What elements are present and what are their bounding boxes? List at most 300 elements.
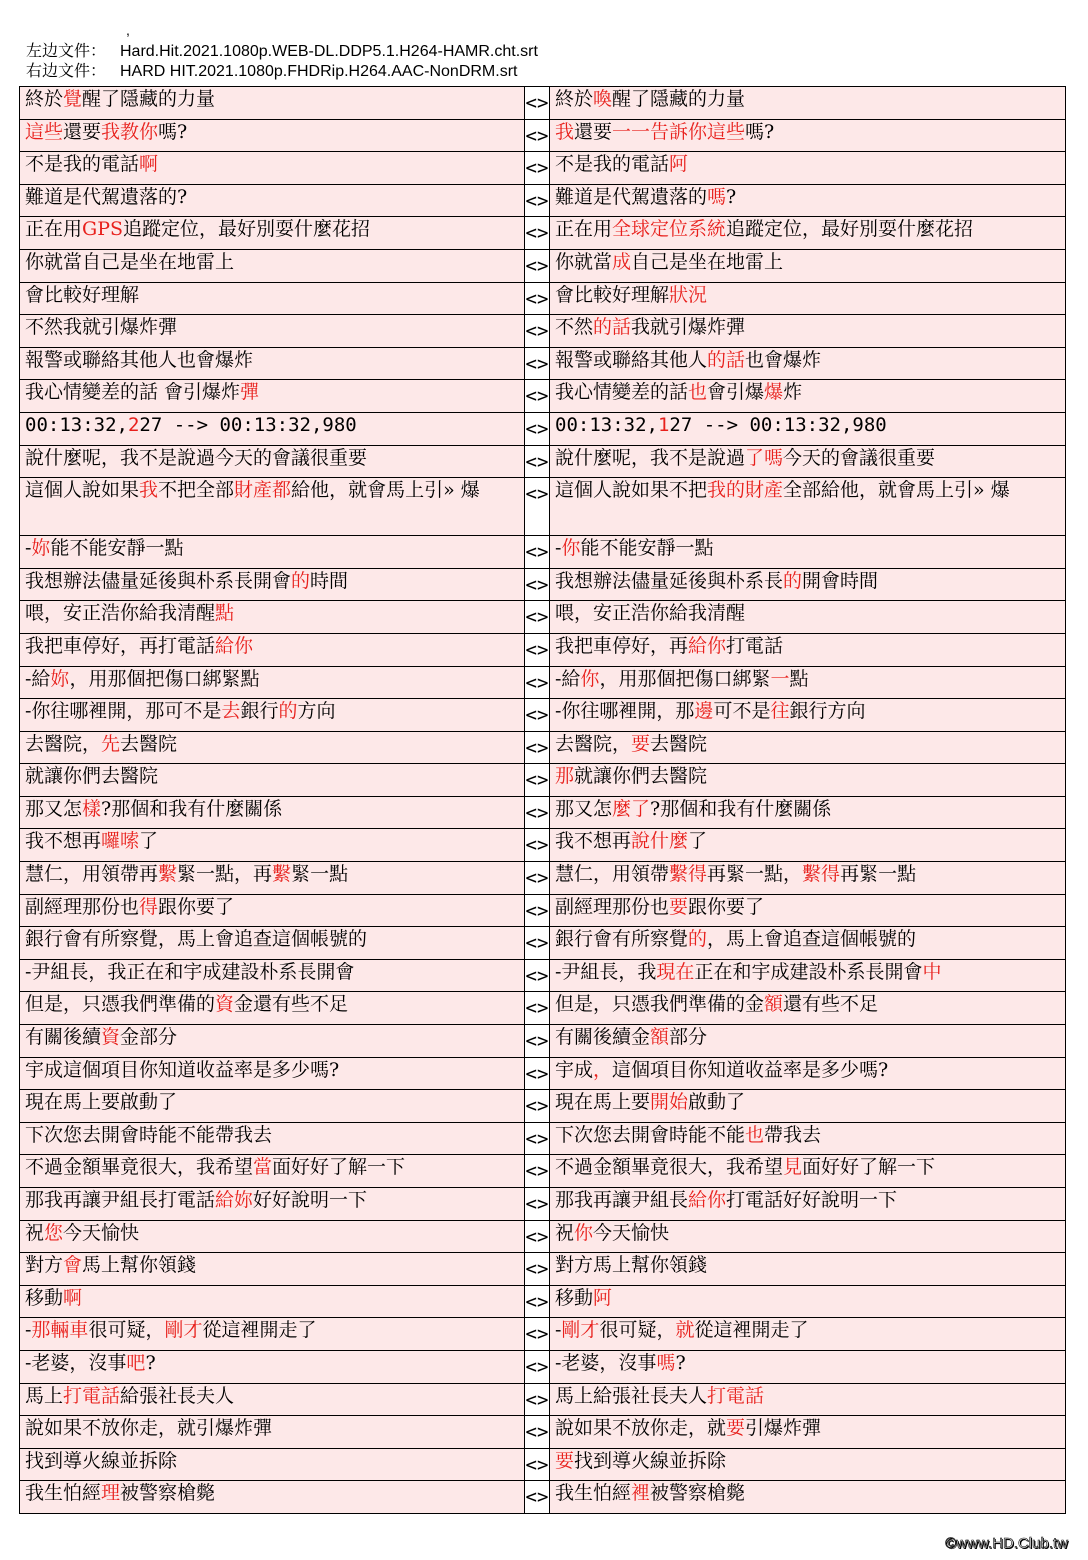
subtitle-text: 還要: [63, 120, 102, 143]
subtitle-text: 會比較好理解: [25, 283, 140, 306]
diff-row: [20, 764, 1066, 797]
diff-separator: [525, 992, 550, 1025]
subtitle-text: 我生怕經: [555, 1482, 632, 1505]
separator-glyph: <>: [525, 997, 549, 1020]
separator-glyph: <>: [525, 92, 549, 114]
diff-row: [20, 445, 1066, 478]
separator-glyph: <>: [525, 352, 549, 375]
diff-row: [20, 1350, 1066, 1383]
subtitle-text: 正在用: [555, 218, 613, 241]
right-subtitle-cell: [550, 478, 1066, 536]
subtitle-text: 但是，只憑我們準備的: [25, 993, 216, 1016]
left-subtitle-cell: [20, 282, 525, 315]
subtitle-text: 能不能安靜一點: [50, 537, 184, 560]
subtitle-text: ?: [726, 185, 737, 208]
right-subtitle-cell: [550, 1090, 1066, 1123]
diff-highlight-text: 繫得: [669, 863, 708, 886]
subtitle-text: 我把車停好，再打電話: [25, 634, 216, 657]
diff-highlight-text: 你: [561, 537, 581, 560]
diff-row: [20, 1448, 1066, 1481]
diff-separator: [525, 1318, 550, 1351]
separator-glyph: <>: [525, 573, 549, 596]
right-subtitle-cell: [550, 1220, 1066, 1253]
subtitle-text: -老婆，沒事: [25, 1351, 127, 1374]
left-subtitle-cell: [20, 119, 525, 152]
separator-glyph: <>: [525, 736, 549, 759]
diff-highlight-text: 覺: [63, 88, 83, 110]
left-subtitle-cell: [20, 1253, 525, 1286]
diff-separator: [525, 152, 550, 185]
diff-separator: [525, 1090, 550, 1123]
subtitle-text: 那又怎: [555, 797, 613, 820]
diff-highlight-text: 要: [555, 1449, 575, 1472]
diff-separator: [525, 1416, 550, 1449]
subtitle-text: 難道是代駕遺落的: [555, 185, 708, 208]
subtitle-text: 被警察槍斃: [650, 1482, 746, 1505]
right-subtitle-cell: [550, 249, 1066, 282]
right-subtitle-cell: [550, 699, 1066, 732]
separator-glyph: <>: [525, 801, 549, 824]
subtitle-text: 金部分: [120, 1026, 178, 1049]
subtitle-text: 馬上: [25, 1384, 64, 1407]
right-file-line: [26, 62, 538, 82]
left-subtitle-cell: [20, 1090, 525, 1123]
right-subtitle-cell: [550, 1253, 1066, 1286]
diff-highlight-text: 你: [574, 1221, 594, 1244]
subtitle-text: 不是我的電話: [555, 153, 670, 176]
diff-highlight-text: 我: [139, 479, 159, 502]
diff-highlight-text: 成: [612, 250, 632, 273]
subtitle-text: ，用那個把傷口綁緊: [599, 667, 771, 690]
diff-row: [20, 633, 1066, 666]
right-subtitle-cell: [550, 87, 1066, 120]
subtitle-text: 我就引爆炸彈: [631, 316, 746, 339]
left-subtitle-cell: [20, 184, 525, 217]
subtitle-text: 難道是代駕遺落的?: [25, 185, 188, 208]
file-header: [26, 42, 538, 82]
subtitle-text: 我心情變差的話: [555, 381, 689, 404]
diff-row: [20, 1383, 1066, 1416]
left-subtitle-cell: [20, 1057, 525, 1090]
diff-highlight-text: 額: [650, 1026, 670, 1049]
diff-row: [20, 992, 1066, 1025]
diff-separator: [525, 568, 550, 601]
diff-highlight-text: 一一告訴你這些: [612, 120, 746, 143]
right-subtitle-cell: [550, 601, 1066, 634]
diff-row: [20, 1025, 1066, 1058]
diff-highlight-text: 要: [669, 895, 689, 918]
right-subtitle-cell: [550, 282, 1066, 315]
subtitle-text: -給: [555, 667, 581, 690]
right-subtitle-cell: [550, 959, 1066, 992]
subtitle-text: 能不能安靜一點: [580, 537, 714, 560]
diff-row: [20, 87, 1066, 120]
subtitle-text: 好好說明一下: [253, 1189, 368, 1211]
diff-row: [20, 249, 1066, 282]
diff-separator: [525, 1350, 550, 1383]
left-subtitle-cell: [20, 87, 525, 120]
diff-separator: [525, 894, 550, 927]
left-file-label: 左边文件：: [26, 43, 107, 60]
subtitle-text: 再緊一點，: [707, 863, 803, 886]
subtitle-text: 慧仁，用領帶: [555, 863, 670, 886]
diff-highlight-text: 吧: [126, 1351, 146, 1374]
diff-highlight-text: 給你: [215, 634, 254, 657]
subtitle-text: 嗎?: [745, 120, 775, 143]
separator-glyph: <>: [525, 417, 549, 440]
left-subtitle-cell: [20, 1350, 525, 1383]
diff-highlight-text: 樣: [82, 797, 102, 820]
subtitle-text: 今天愉快: [593, 1221, 670, 1244]
diff-highlight-text: 狀況: [669, 283, 708, 306]
subtitle-text: 醒了隱藏的力量: [82, 88, 216, 110]
separator-glyph: <>: [525, 606, 549, 629]
separator-glyph: <>: [525, 1062, 549, 1085]
diff-row: [20, 536, 1066, 569]
subtitle-text: 方向: [297, 700, 336, 723]
diff-highlight-text: 繫得: [802, 863, 841, 886]
separator-glyph: <>: [525, 450, 549, 473]
diff-separator: [525, 1155, 550, 1188]
separator-glyph: <>: [525, 834, 549, 857]
diff-highlight-text: 的: [278, 700, 298, 723]
watermark: ©www.HD.Club.tw: [945, 1535, 1068, 1552]
right-subtitle-cell: [550, 1285, 1066, 1318]
diff-highlight-text: 打電話: [707, 1384, 765, 1407]
diff-highlight-text: 說什麼: [631, 830, 689, 853]
subtitle-text: 喂，安正浩你給我清醒: [25, 602, 216, 625]
diff-highlight-text: 阿: [669, 153, 689, 176]
diff-highlight-text: 要: [726, 1417, 746, 1440]
left-subtitle-cell: [20, 764, 525, 797]
subtitle-text: 慧仁，用領帶再: [25, 863, 159, 886]
left-subtitle-cell: [20, 249, 525, 282]
left-subtitle-cell: [20, 829, 525, 862]
subtitle-text: 了: [688, 830, 708, 853]
left-subtitle-cell: [20, 445, 525, 478]
right-subtitle-cell: [550, 862, 1066, 895]
subtitle-text: 27 --> 00:13:32,980: [139, 413, 357, 436]
diff-highlight-text: 裡: [631, 1482, 651, 1505]
right-subtitle-cell: [550, 184, 1066, 217]
subtitle-text: -尹組長，我: [555, 960, 657, 983]
subtitle-text: 報警或聯絡其他人: [555, 348, 708, 371]
diff-separator: [525, 87, 550, 120]
separator-glyph: <>: [525, 932, 549, 955]
subtitle-text: 今天的會議很重要: [783, 446, 936, 469]
diff-separator: [525, 927, 550, 960]
subtitle-text: 跟你要了: [688, 895, 765, 918]
subtitle-text: 我想辦法儘量延後與朴系長: [555, 569, 784, 592]
subtitle-text: 全部給他，就會馬上引» 爆: [783, 479, 1010, 502]
separator-glyph: <>: [525, 254, 549, 277]
diff-highlight-text: 開始: [650, 1091, 689, 1114]
subtitle-text: 跟你要了: [158, 895, 235, 918]
subtitle-text: 報警或聯絡其他人也會爆炸: [25, 348, 254, 371]
right-subtitle-cell: [550, 927, 1066, 960]
subtitle-text: 今天愉快: [63, 1221, 140, 1244]
right-subtitle-cell: [550, 536, 1066, 569]
diff-highlight-text: 2: [127, 413, 140, 436]
left-subtitle-cell: [20, 217, 525, 250]
subtitle-text: 下次您去開會時能不能帶我去: [25, 1123, 273, 1146]
separator-glyph: <>: [525, 320, 549, 343]
separator-glyph: <>: [525, 124, 549, 147]
diff-separator: [525, 1285, 550, 1318]
diff-highlight-text: 資: [215, 993, 235, 1016]
subtitle-text: 也會爆炸: [745, 348, 822, 371]
diff-separator: [525, 1220, 550, 1253]
right-subtitle-cell: [550, 796, 1066, 829]
diff-separator: [525, 445, 550, 478]
separator-glyph: <>: [525, 385, 549, 408]
separator-glyph: <>: [525, 1258, 549, 1281]
diff-highlight-text: 囉嗦: [101, 830, 140, 853]
left-subtitle-cell: [20, 731, 525, 764]
subtitle-text: 去醫院，: [25, 732, 102, 755]
subtitle-text: 副經理那份也: [555, 895, 670, 918]
separator-glyph: <>: [525, 222, 549, 245]
subtitle-text: ?那個和我有什麼關係: [650, 797, 832, 820]
subtitle-text: 還要: [574, 120, 613, 143]
diff-highlight-text: 阿: [593, 1286, 613, 1309]
subtitle-text: 銀行會有所察覺，馬上會追查這個帳號的: [25, 928, 368, 951]
diff-row: [20, 1057, 1066, 1090]
diff-row: [20, 666, 1066, 699]
subtitle-text: 去醫院: [650, 732, 708, 755]
left-subtitle-cell: [20, 1481, 525, 1514]
diff-separator: [525, 282, 550, 315]
diff-highlight-text: 全球定位系統: [612, 218, 727, 241]
diff-highlight-text: 您: [44, 1221, 64, 1244]
subtitle-text: 部分: [669, 1026, 708, 1049]
left-subtitle-cell: [20, 347, 525, 380]
diff-highlight-text: 1: [657, 413, 670, 436]
subtitle-text: 移動: [25, 1286, 64, 1309]
diff-highlight-text: 一: [770, 667, 790, 690]
left-subtitle-cell: [20, 1025, 525, 1058]
separator-glyph: <>: [525, 899, 549, 922]
diff-row: [20, 1253, 1066, 1286]
subtitle-text: 時間: [310, 569, 349, 592]
left-subtitle-cell: [20, 1285, 525, 1318]
subtitle-text: 現在馬上要: [555, 1091, 651, 1114]
diff-row: [20, 731, 1066, 764]
subtitle-text: 我不想再: [555, 830, 632, 853]
left-subtitle-cell: [20, 1383, 525, 1416]
diff-highlight-text: 往: [770, 700, 790, 723]
subtitle-text: 終於: [555, 88, 594, 110]
subtitle-text: 去醫院，: [555, 732, 632, 755]
subtitle-text: 開會時間: [802, 569, 879, 592]
diff-highlight-text: 啊: [63, 1286, 83, 1309]
right-subtitle-cell: [550, 412, 1066, 445]
subtitle-text: 但是，只憑我們準備的金: [555, 993, 765, 1016]
diff-row: [20, 699, 1066, 732]
subtitle-text: 很可疑，: [88, 1319, 165, 1342]
separator-glyph: <>: [525, 287, 549, 310]
diff-highlight-text: 要: [631, 732, 651, 755]
subtitle-text: 去醫院: [120, 732, 178, 755]
right-file-label: 右边文件：: [26, 63, 107, 80]
diff-row: [20, 347, 1066, 380]
diff-row: [20, 568, 1066, 601]
subtitle-text: 面好好了解一下: [802, 1156, 936, 1179]
diff-highlight-text: 給你: [688, 1189, 727, 1211]
left-subtitle-cell: [20, 699, 525, 732]
separator-glyph: <>: [525, 1095, 549, 1118]
subtitle-text: 說什麼呢，我不是說過: [555, 446, 746, 469]
top-mark: ,: [126, 22, 130, 38]
diff-highlight-text: 我教你: [101, 120, 159, 143]
right-file-name: HARD HIT.2021.1080p.FHDRip.H264.AAC-NonDRM.srt: [120, 63, 518, 80]
subtitle-text: 這個人說如果: [25, 479, 140, 502]
subtitle-text: 緊一點: [291, 863, 349, 886]
separator-glyph: <>: [525, 1323, 549, 1346]
left-subtitle-cell: [20, 601, 525, 634]
diff-highlight-text: 會: [63, 1254, 83, 1277]
subtitle-text: 正在和宇成建設朴系長開會: [694, 960, 923, 983]
subtitle-text: 就讓你們去醫院: [25, 765, 159, 788]
right-subtitle-cell: [550, 445, 1066, 478]
diff-highlight-text: 理: [101, 1482, 121, 1505]
subtitle-text: 祝: [25, 1221, 45, 1244]
diff-separator: [525, 764, 550, 797]
diff-highlight-text: 的: [291, 569, 311, 592]
left-subtitle-cell: [20, 1416, 525, 1449]
subtitle-text: 打電話好好說明一下: [726, 1189, 898, 1211]
right-subtitle-cell: [550, 992, 1066, 1025]
subtitle-text: 不過金額畢竟很大，我希望: [25, 1156, 254, 1179]
left-subtitle-cell: [20, 152, 525, 185]
right-subtitle-cell: [550, 1057, 1066, 1090]
subtitle-text: 我生怕經: [25, 1482, 102, 1505]
diff-separator: [525, 633, 550, 666]
subtitle-text: 可不是: [713, 700, 771, 723]
diff-highlight-text: 妳: [50, 667, 70, 690]
subtitle-text: 喂，安正浩你給我清醒: [555, 602, 746, 625]
subtitle-text: -: [25, 1319, 32, 1342]
subtitle-text: 現在馬上要啟動了: [25, 1091, 178, 1114]
separator-glyph: <>: [525, 1453, 549, 1476]
left-subtitle-cell: [20, 992, 525, 1025]
subtitle-text: 不把全部: [158, 479, 235, 502]
diff-separator: [525, 1057, 550, 1090]
subtitle-text: 銀行方向: [789, 700, 866, 723]
subtitle-text: 還有些不足: [783, 993, 879, 1016]
left-subtitle-cell: [20, 927, 525, 960]
diff-highlight-text: 也: [688, 381, 708, 404]
subtitle-text: 終於: [25, 88, 64, 110]
right-subtitle-cell: [550, 894, 1066, 927]
diff-row: [20, 184, 1066, 217]
diff-highlight-text: GPS: [82, 218, 123, 241]
right-subtitle-cell: [550, 1025, 1066, 1058]
subtitle-text: 馬上幫你領錢: [82, 1254, 197, 1277]
right-subtitle-cell: [550, 152, 1066, 185]
subtitle-text: -: [25, 537, 32, 560]
left-file-name: Hard.Hit.2021.1080p.WEB-DL.DDP5.1.H264-HAMR.cht.srt: [120, 43, 538, 60]
left-subtitle-cell: [20, 1448, 525, 1481]
diff-highlight-text: 妳: [31, 537, 51, 560]
subtitle-text: 那又怎: [25, 797, 83, 820]
subtitle-text: 宇成這個項目你知道收益率是多少嗎?: [25, 1058, 340, 1081]
diff-row: [20, 601, 1066, 634]
diff-row: [20, 1318, 1066, 1351]
left-subtitle-cell: [20, 315, 525, 348]
diff-row: [20, 1220, 1066, 1253]
subtitle-text: 再緊一點: [840, 863, 917, 886]
diff-row: [20, 152, 1066, 185]
diff-highlight-text: 點: [215, 602, 235, 625]
diff-highlight-text: 麼了: [612, 797, 651, 820]
separator-glyph: <>: [525, 638, 549, 661]
left-subtitle-cell: [20, 1318, 525, 1351]
separator-glyph: <>: [525, 1388, 549, 1411]
subtitle-text: 被警察槍斃: [120, 1482, 216, 1505]
subtitle-text: 啟動了: [688, 1091, 746, 1114]
subtitle-text: 說如果不放你走，就引爆炸彈: [25, 1417, 273, 1440]
separator-glyph: <>: [525, 1127, 549, 1150]
diff-row: [20, 478, 1066, 536]
right-subtitle-cell: [550, 217, 1066, 250]
right-subtitle-cell: [550, 764, 1066, 797]
diff-separator: [525, 699, 550, 732]
separator-glyph: <>: [525, 1160, 549, 1183]
diff-highlight-text: 的話: [593, 316, 632, 339]
subtitle-text: 追蹤定位，最好別耍什麼花招: [726, 218, 974, 241]
diff-row: [20, 894, 1066, 927]
diff-highlight-text: 我的財產: [707, 479, 784, 502]
subtitle-text: 銀行: [240, 700, 279, 723]
diff-separator: [525, 959, 550, 992]
separator-glyph: <>: [525, 1355, 549, 1378]
diff-row: [20, 1122, 1066, 1155]
diff-highlight-text: 現在: [656, 960, 695, 983]
subtitle-text: 副經理那份也: [25, 895, 140, 918]
diff-row: [20, 217, 1066, 250]
separator-glyph: <>: [525, 1225, 549, 1248]
separator-glyph: <>: [525, 1030, 549, 1053]
subtitle-text: 00:13:32,: [555, 413, 658, 436]
diff-highlight-text: 先: [101, 732, 121, 755]
diff-highlight-text: 這些: [25, 120, 64, 143]
separator-glyph: <>: [525, 704, 549, 727]
diff-separator: [525, 478, 550, 536]
diff-separator: [525, 731, 550, 764]
diff-row: [20, 119, 1066, 152]
subtitle-text: 你就當: [555, 250, 613, 273]
separator-glyph: <>: [525, 1486, 549, 1509]
right-subtitle-cell: [550, 829, 1066, 862]
diff-separator: [525, 412, 550, 445]
left-subtitle-cell: [20, 1220, 525, 1253]
diff-row: [20, 412, 1066, 445]
subtitle-text: 說什麼呢，我不是說過今天的會議很重要: [25, 446, 368, 469]
diff-separator: [525, 1025, 550, 1058]
diff-highlight-text: 那輛車: [31, 1319, 89, 1342]
diff-highlight-text: 了嗎: [745, 446, 784, 469]
right-subtitle-cell: [550, 731, 1066, 764]
separator-glyph: <>: [525, 541, 549, 564]
right-subtitle-cell: [550, 666, 1066, 699]
subtitle-text: 有關後續: [25, 1026, 102, 1049]
separator-glyph: <>: [525, 769, 549, 792]
subtitle-text: -: [555, 1319, 562, 1342]
right-subtitle-cell: [550, 1188, 1066, 1221]
separator-glyph: <>: [525, 867, 549, 890]
subtitle-text: ?: [675, 1351, 686, 1374]
